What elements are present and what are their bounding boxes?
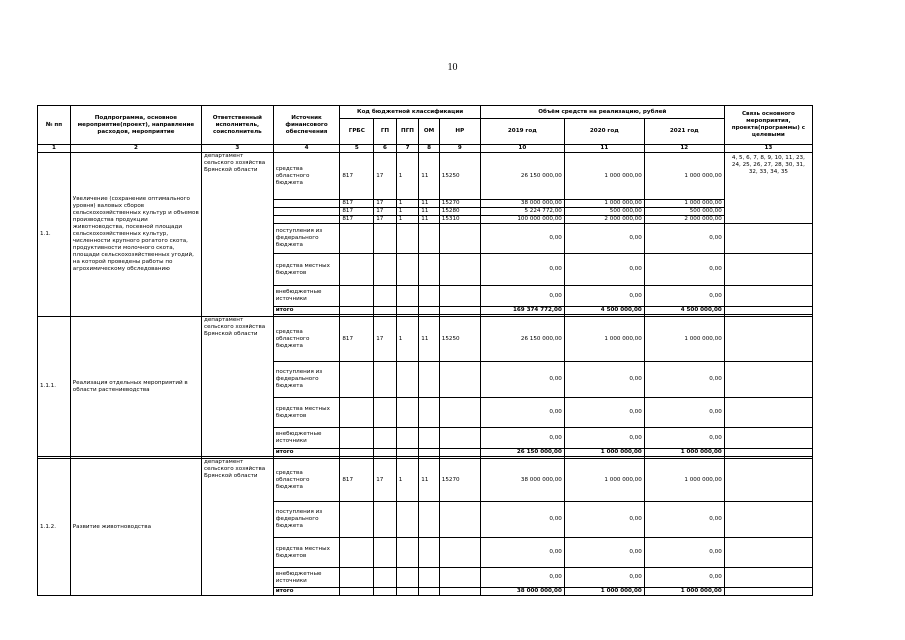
measure-name: Реализация отдельных мероприятий в области растениеводства — [70, 317, 201, 457]
page-number: 10 — [447, 62, 458, 73]
code-gp: 17 — [374, 200, 397, 208]
code-grbs: 817 — [340, 459, 374, 502]
code-grbs: 817 — [340, 317, 374, 362]
amount-2020: 0,00 — [564, 398, 644, 428]
source-regional: средства областного бюджета — [273, 459, 340, 502]
amount-2020: 0,00 — [564, 286, 644, 307]
header-nr: НР — [439, 119, 480, 145]
amount-2020: 0,00 — [564, 502, 644, 538]
source-regional: средства областного бюджета — [273, 317, 340, 362]
code-gp: 17 — [374, 216, 397, 224]
colnum-13: 13 — [724, 145, 812, 153]
colnum-10: 10 — [480, 145, 564, 153]
code-om: 11 — [419, 200, 440, 208]
amount-2020: 0,00 — [564, 538, 644, 568]
code-om: 11 — [419, 216, 440, 224]
responsible-executor: департамент сельского хозяйства Брянской области — [202, 459, 274, 596]
code-nr: 15310 — [439, 216, 480, 224]
amount-2021: 1 000 000,00 — [644, 317, 724, 362]
code-grbs: 817 — [340, 153, 374, 200]
amount-2019: 0,00 — [480, 568, 564, 588]
colnum-8: 8 — [419, 145, 440, 153]
amount-2021: 0,00 — [644, 428, 724, 449]
amount-2020: 0,00 — [564, 254, 644, 286]
code-grbs: 817 — [340, 200, 374, 208]
amount-2019: 0,00 — [480, 254, 564, 286]
code-nr: 15270 — [439, 200, 480, 208]
amount-2021: 0,00 — [644, 398, 724, 428]
amount-2019: 38 000 000,00 — [480, 459, 564, 502]
source-local: средства местных бюджетов — [273, 254, 340, 286]
source-local: средства местных бюджетов — [273, 398, 340, 428]
amount-2019: 0,00 — [480, 362, 564, 398]
source-extrabudgetary: внебюджетные источники — [273, 286, 340, 307]
code-gp: 17 — [374, 153, 397, 200]
code-grbs: 817 — [340, 208, 374, 216]
colnum-7: 7 — [396, 145, 419, 153]
amount-2019: 0,00 — [480, 538, 564, 568]
total-2021: 1 000 000,00 — [644, 449, 724, 457]
source-federal: поступления из федерального бюджета — [273, 502, 340, 538]
total-2021: 1 000 000,00 — [644, 588, 724, 596]
header-2020: 2020 год — [564, 119, 644, 145]
source-extrabudgetary: внебюджетные источники — [273, 568, 340, 588]
code-nr: 15250 — [439, 317, 480, 362]
header-subprogram: Подпрограмма, основное мероприятие(проект), направление расходов, мероприятие — [70, 106, 201, 145]
code-gp: 17 — [374, 317, 397, 362]
amount-2021: 0,00 — [644, 568, 724, 588]
budget-table — [37, 105, 813, 596]
row-number: 1.1.1. — [38, 317, 71, 457]
header-2019: 2019 год — [480, 119, 564, 145]
row-number: 1.1. — [38, 153, 71, 317]
code-nr: 15250 — [439, 153, 480, 200]
colnum-5: 5 — [340, 145, 374, 153]
amount-2021: 0,00 — [644, 538, 724, 568]
amount-2021: 1 000 000,00 — [644, 459, 724, 502]
measure-name: Увеличение (сохранение оптимального уровня) валовых сборов сельскохозяйственных культур и объемов производства продукции животноводства, посевной площади сельскохозяйственных культур, численности крупного рогатого скота, продуктивности молочного скота, площади сельскохозяйственных угодий, на которой проведены работы по агрохимическому обследованию — [70, 153, 201, 317]
source-regional: средства областного бюджета — [273, 153, 340, 200]
source-federal: поступления из федерального бюджета — [273, 224, 340, 254]
amount-2019: 100 000 000,00 — [480, 216, 564, 224]
amount-2020: 0,00 — [564, 224, 644, 254]
amount-2020: 1 000 000,00 — [564, 200, 644, 208]
colnum-4: 4 — [273, 145, 340, 153]
amount-2019: 26 150 000,00 — [480, 153, 564, 200]
amount-2021: 0,00 — [644, 502, 724, 538]
measure-name: Развитие животноводства — [70, 459, 201, 596]
total-2020: 1 000 000,00 — [564, 588, 644, 596]
colnum-11: 11 — [564, 145, 644, 153]
amount-2020: 1 000 000,00 — [564, 153, 644, 200]
amount-2020: 0,00 — [564, 362, 644, 398]
source-extrabudgetary: внебюджетные источники — [273, 428, 340, 449]
code-pgp: 1 — [396, 200, 419, 208]
amount-2020: 0,00 — [564, 568, 644, 588]
code-om: 11 — [419, 459, 440, 502]
amount-2020: 0,00 — [564, 428, 644, 449]
header-grbs: ГРБС — [340, 119, 374, 145]
code-pgp: 1 — [396, 459, 419, 502]
total-2019: 169 374 772,00 — [480, 307, 564, 315]
total-2020: 1 000 000,00 — [564, 449, 644, 457]
amount-2019: 0,00 — [480, 286, 564, 307]
header-2021: 2021 год — [644, 119, 724, 145]
total-2020: 4 500 000,00 — [564, 307, 644, 315]
code-pgp: 1 — [396, 317, 419, 362]
amount-2019: 26 150 000,00 — [480, 317, 564, 362]
total-2019: 38 000 000,00 — [480, 588, 564, 596]
code-grbs: 817 — [340, 216, 374, 224]
colnum-3: 3 — [202, 145, 274, 153]
amount-2019: 0,00 — [480, 398, 564, 428]
code-pgp: 1 — [396, 153, 419, 200]
header-responsible: Ответственный исполнитель, соисполнитель — [202, 106, 274, 145]
total-2021: 4 500 000,00 — [644, 307, 724, 315]
source-federal: поступления из федерального бюджета — [273, 362, 340, 398]
amount-2019: 38 000 000,00 — [480, 200, 564, 208]
header-gp: ГП — [374, 119, 397, 145]
header-funds: Объём средств на реализацию, рублей — [480, 106, 724, 119]
amount-2020: 1 000 000,00 — [564, 317, 644, 362]
code-pgp: 1 — [396, 208, 419, 216]
header-pgp: ПГП — [396, 119, 419, 145]
amount-2020: 500 000,00 — [564, 208, 644, 216]
header-om: ОМ — [419, 119, 440, 145]
amount-2021: 0,00 — [644, 254, 724, 286]
header-budget-code: Код бюджетной классификации — [340, 106, 480, 119]
responsible-executor: департамент сельского хозяйства Брянской области — [202, 317, 274, 457]
header-link: Связь основного мероприятия, проекта(программы) с целевыми — [724, 106, 812, 145]
amount-2019: 0,00 — [480, 224, 564, 254]
amount-2019: 0,00 — [480, 502, 564, 538]
amount-2021: 0,00 — [644, 362, 724, 398]
colnum-9: 9 — [439, 145, 480, 153]
amount-2021: 0,00 — [644, 286, 724, 307]
amount-2019: 0,00 — [480, 428, 564, 449]
code-om: 11 — [419, 208, 440, 216]
code-gp: 17 — [374, 459, 397, 502]
code-nr: 15280 — [439, 208, 480, 216]
total-label: итого — [273, 588, 340, 596]
amount-2021: 500 000,00 — [644, 208, 724, 216]
amount-2020: 1 000 000,00 — [564, 459, 644, 502]
responsible-executor: департамент сельского хозяйства Брянской области — [202, 153, 274, 317]
code-pgp: 1 — [396, 216, 419, 224]
total-label: итого — [273, 307, 340, 315]
colnum-6: 6 — [374, 145, 397, 153]
amount-2021: 2 000 000,00 — [644, 216, 724, 224]
colnum-1: 1 — [38, 145, 71, 153]
amount-2019: 5 224 772,00 — [480, 208, 564, 216]
code-gp: 17 — [374, 208, 397, 216]
amount-2021: 1 000 000,00 — [644, 200, 724, 208]
amount-2021: 0,00 — [644, 224, 724, 254]
total-2019: 26 150 000,00 — [480, 449, 564, 457]
amount-2021: 1 000 000,00 — [644, 153, 724, 200]
code-om: 11 — [419, 317, 440, 362]
target-link: 4, 5, 6, 7, 8, 9, 10, 11, 23, 24, 25, 26, 27, 28, 30, 31, 32, 33, 34, 35 — [724, 153, 812, 224]
code-nr: 15270 — [439, 459, 480, 502]
colnum-2: 2 — [70, 145, 201, 153]
header-sources: Источник финансового обеспечения — [273, 106, 340, 145]
source-local: средства местных бюджетов — [273, 538, 340, 568]
total-label: итого — [273, 449, 340, 457]
amount-2020: 2 000 000,00 — [564, 216, 644, 224]
header-num: № пп — [38, 106, 71, 145]
colnum-12: 12 — [644, 145, 724, 153]
code-om: 11 — [419, 153, 440, 200]
row-number: 1.1.2. — [38, 459, 71, 596]
